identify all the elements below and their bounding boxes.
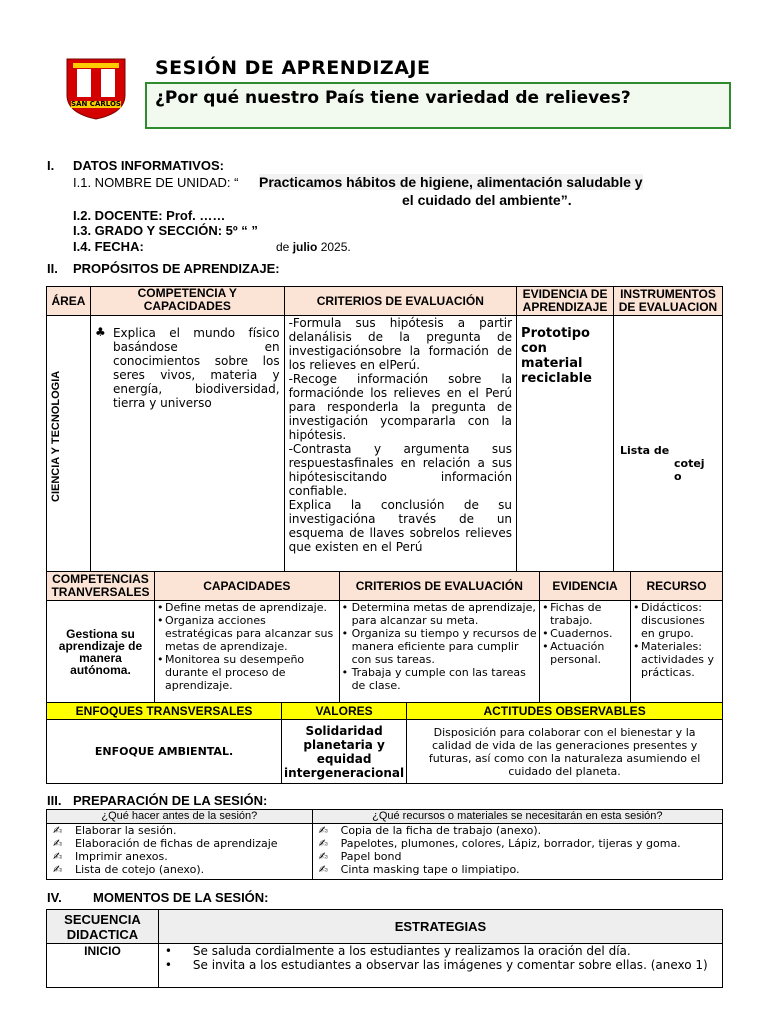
materials-cell bbox=[312, 824, 722, 880]
writing-hand-icon: ✍ bbox=[53, 837, 63, 850]
criteria-2-cell bbox=[339, 601, 540, 703]
writing-hand-icon: ✍ bbox=[318, 850, 328, 863]
list-item: ✍ Copia de la ficha de trabajo (anexo). bbox=[315, 824, 720, 837]
materials-list bbox=[315, 824, 720, 876]
date-value bbox=[276, 240, 351, 254]
header-before-session: ¿Qué hacer antes de la sesión? bbox=[47, 810, 313, 824]
capacities-cell bbox=[154, 601, 339, 703]
list-item: ✍ Cinta masking tape o limpiatipo. bbox=[315, 863, 720, 876]
page-title: SESIÓN DE APRENDIZAJE bbox=[155, 57, 431, 79]
date-month: julio bbox=[292, 240, 318, 254]
competence-cell bbox=[90, 316, 284, 572]
resource-cell bbox=[631, 601, 723, 703]
capacities-list bbox=[157, 601, 337, 692]
header-strategies: ESTRATEGIAS bbox=[158, 910, 722, 944]
list-item: • Cuadernos. bbox=[542, 627, 613, 640]
instrument-line-1: Lista de bbox=[620, 444, 670, 457]
unit-name-line-2: el cuidado del ambiente”. bbox=[402, 192, 572, 208]
criteria-item-4: Explica la conclusión de su investigacióna través de un esquema de llaves sobrelos relieves que existen en el Perú bbox=[288, 498, 513, 554]
header-resource: RECURSO bbox=[631, 572, 723, 601]
section-4-number: IV. bbox=[47, 890, 62, 905]
attitudes-cell bbox=[407, 720, 723, 784]
values-text: Solidaridad planetaria y equidad intergeneracional bbox=[284, 723, 405, 780]
header-criteria-2: CRITERIOS DE EVALUACIÓN bbox=[339, 572, 540, 601]
area-cell bbox=[47, 316, 91, 572]
section-1-number: I. bbox=[47, 158, 55, 173]
values-cell bbox=[282, 720, 407, 784]
list-item: • Fichas de trabajo. bbox=[542, 601, 602, 627]
section-3-number: III. bbox=[47, 793, 62, 808]
section-2-title: PROPÓSITOS DE APRENDIZAJE: bbox=[73, 261, 280, 276]
club-bullet-icon: ♣ bbox=[94, 325, 106, 339]
evidence-2-list bbox=[542, 601, 628, 666]
list-item: • Actuación personal. bbox=[542, 640, 605, 666]
approach-cell bbox=[47, 720, 282, 784]
header-attitudes: ACTITUDES OBSERVABLES bbox=[407, 703, 723, 720]
inicio-strategies-cell bbox=[158, 944, 722, 988]
shield-logo-icon bbox=[63, 55, 129, 121]
list-item: • Se saluda cordialmente a los estudiantes y realizamos la oración del día. bbox=[164, 944, 631, 958]
unit-name-line-1: Practicamos hábitos de higiene, alimentación saludable y bbox=[259, 174, 643, 190]
inicio-strategies-list bbox=[161, 944, 720, 972]
unit-label: I.1. NOMBRE DE UNIDAD: “ bbox=[73, 175, 239, 190]
header-area: ÁREA bbox=[47, 287, 91, 316]
list-item: • Didácticos: discusiones en grupo. bbox=[633, 601, 705, 640]
date-de: de bbox=[276, 240, 293, 254]
list-item: • Materiales: actividades y prácticas. bbox=[633, 640, 714, 679]
header-instruments: INSTRUMENTOS DE EVALUACION bbox=[614, 287, 723, 316]
header-values: VALORES bbox=[282, 703, 407, 720]
section-2-number: II. bbox=[47, 261, 58, 276]
header-sequence: SECUENCIA DIDACTICA bbox=[47, 910, 159, 944]
evidence-2-cell bbox=[540, 601, 631, 703]
evidence-cell bbox=[517, 316, 614, 572]
list-item: • Trabaja y cumple con las tareas de clase. bbox=[341, 666, 526, 692]
criteria-item-2: -Recoge información sobre la formaciónde los relieves en el Perú para responderla la pregunta de investigación ycompararla con la hipótesis. bbox=[288, 372, 513, 442]
list-item: ✍ Papelotes, plumones, colores, Lápiz, borrador, tijeras y goma. bbox=[315, 837, 720, 850]
list-item: • Se invita a los estudiantes a observar las imágenes y comentar sobre ellas. (anexo 1) bbox=[164, 958, 708, 972]
transversal-competence-cell bbox=[47, 601, 155, 703]
criteria-item-3: -Contrasta y argumenta sus respuestasfinales en relación a sus hipótesiscitando información confiable. bbox=[288, 442, 513, 498]
writing-hand-icon: ✍ bbox=[318, 824, 328, 837]
transversal-competence-text: Gestiona su aprendizaje de manera autónoma. bbox=[58, 626, 143, 677]
header-evidence: EVIDENCIA DE APRENDIZAJE bbox=[517, 287, 614, 316]
evidence-text: Prototipo con material reciclable bbox=[521, 326, 592, 386]
section-3-title: PREPARACIÓN DE LA SESIÓN: bbox=[73, 793, 268, 808]
date-label: I.4. FECHA: bbox=[73, 239, 144, 254]
before-session-cell bbox=[47, 824, 313, 880]
list-item: • Monitorea su desempeño durante el proceso de aprendizaje. bbox=[156, 653, 305, 692]
instrument-cell bbox=[614, 316, 723, 572]
criteria-item-1: -Formula sus hipótesis a partir delanálisis de la pregunta de investigaciónsobre la formación de los relieves en elPerú. bbox=[288, 316, 513, 372]
header-criteria: CRITERIOS DE EVALUACIÓN bbox=[284, 287, 516, 316]
before-session-list bbox=[49, 824, 310, 876]
writing-hand-icon: ✍ bbox=[318, 837, 328, 850]
list-item: ✍ Imprimir anexos. bbox=[49, 850, 310, 863]
grade-line: I.3. GRADO Y SECCIÓN: 5º “ ” bbox=[73, 223, 258, 238]
header-approaches: ENFOQUES TRANSVERSALES bbox=[47, 703, 282, 720]
inicio-label: INICIO bbox=[47, 944, 159, 988]
logo-text: SAN CARLOS bbox=[71, 100, 121, 108]
list-item: ✍ Lista de cotejo (anexo). bbox=[49, 863, 310, 876]
writing-hand-icon: ✍ bbox=[53, 863, 63, 876]
criteria-cell bbox=[284, 316, 516, 572]
teacher-line: I.2. DOCENTE: Prof. …… bbox=[73, 208, 226, 223]
writing-hand-icon: ✍ bbox=[53, 824, 63, 837]
criteria-2-list bbox=[342, 601, 538, 692]
header-evidence-2: EVIDENCIA bbox=[540, 572, 631, 601]
preparation-table bbox=[46, 809, 723, 880]
instrument-line-2: cotej bbox=[674, 457, 705, 470]
list-item: • Organiza acciones estratégicas para alcanzar sus metas de aprendizaje. bbox=[156, 614, 334, 653]
list-item: • Determina metas de aprendizaje, para alcanzar su meta. bbox=[341, 601, 536, 627]
date-year: 2025. bbox=[317, 240, 351, 254]
list-item: ✍ Papel bond bbox=[315, 850, 720, 863]
writing-hand-icon: ✍ bbox=[318, 863, 328, 876]
writing-hand-icon: ✍ bbox=[53, 850, 63, 863]
question-box bbox=[145, 82, 731, 129]
session-question: ¿Por qué nuestro País tiene variedad de relieves? bbox=[155, 88, 631, 108]
competence-text: Explica el mundo físico basándose en conocimientos sobre los seres vivos, materia y energía, biodiversidad, tierra y universo bbox=[112, 326, 280, 410]
list-item: • Define metas de aprendizaje. bbox=[156, 601, 327, 614]
area-label: CIENCIA Y TECNOLOGIA bbox=[50, 370, 62, 502]
section-4-title: MOMENTOS DE LA SESIÓN: bbox=[93, 890, 269, 905]
section-1-title: DATOS INFORMATIVOS: bbox=[73, 158, 224, 173]
purposes-table bbox=[46, 286, 723, 572]
moments-table bbox=[46, 909, 723, 988]
header-competence: COMPETENCIA Y CAPACIDADES bbox=[90, 287, 284, 316]
header-transversal-competencies: COMPETENCIAS TRANVERSALES bbox=[47, 572, 155, 601]
list-item: ✍ Elaboración de fichas de aprendizaje bbox=[49, 837, 310, 850]
list-item: • Organiza su tiempo y recursos de manera eficiente para cumplir con sus tareas. bbox=[341, 627, 537, 666]
approach-text: ENFOQUE AMBIENTAL. bbox=[94, 745, 234, 758]
list-item: ✍ Elaborar la sesión. bbox=[49, 824, 310, 837]
school-logo bbox=[63, 55, 129, 121]
instrument-line-3: o bbox=[674, 470, 682, 483]
header-capacities: CAPACIDADES bbox=[154, 572, 339, 601]
attitudes-text: Disposición para colaborar con el bienestar y la calidad de vida de las generaciones presentes y futuras, así como con la naturaleza asumiendo el cuidado del planeta. bbox=[428, 725, 701, 778]
header-materials: ¿Qué recursos o materiales se necesitarán en esta sesión? bbox=[312, 810, 722, 824]
approaches-table bbox=[46, 702, 723, 784]
resource-list bbox=[633, 601, 720, 679]
transversal-table bbox=[46, 571, 723, 703]
